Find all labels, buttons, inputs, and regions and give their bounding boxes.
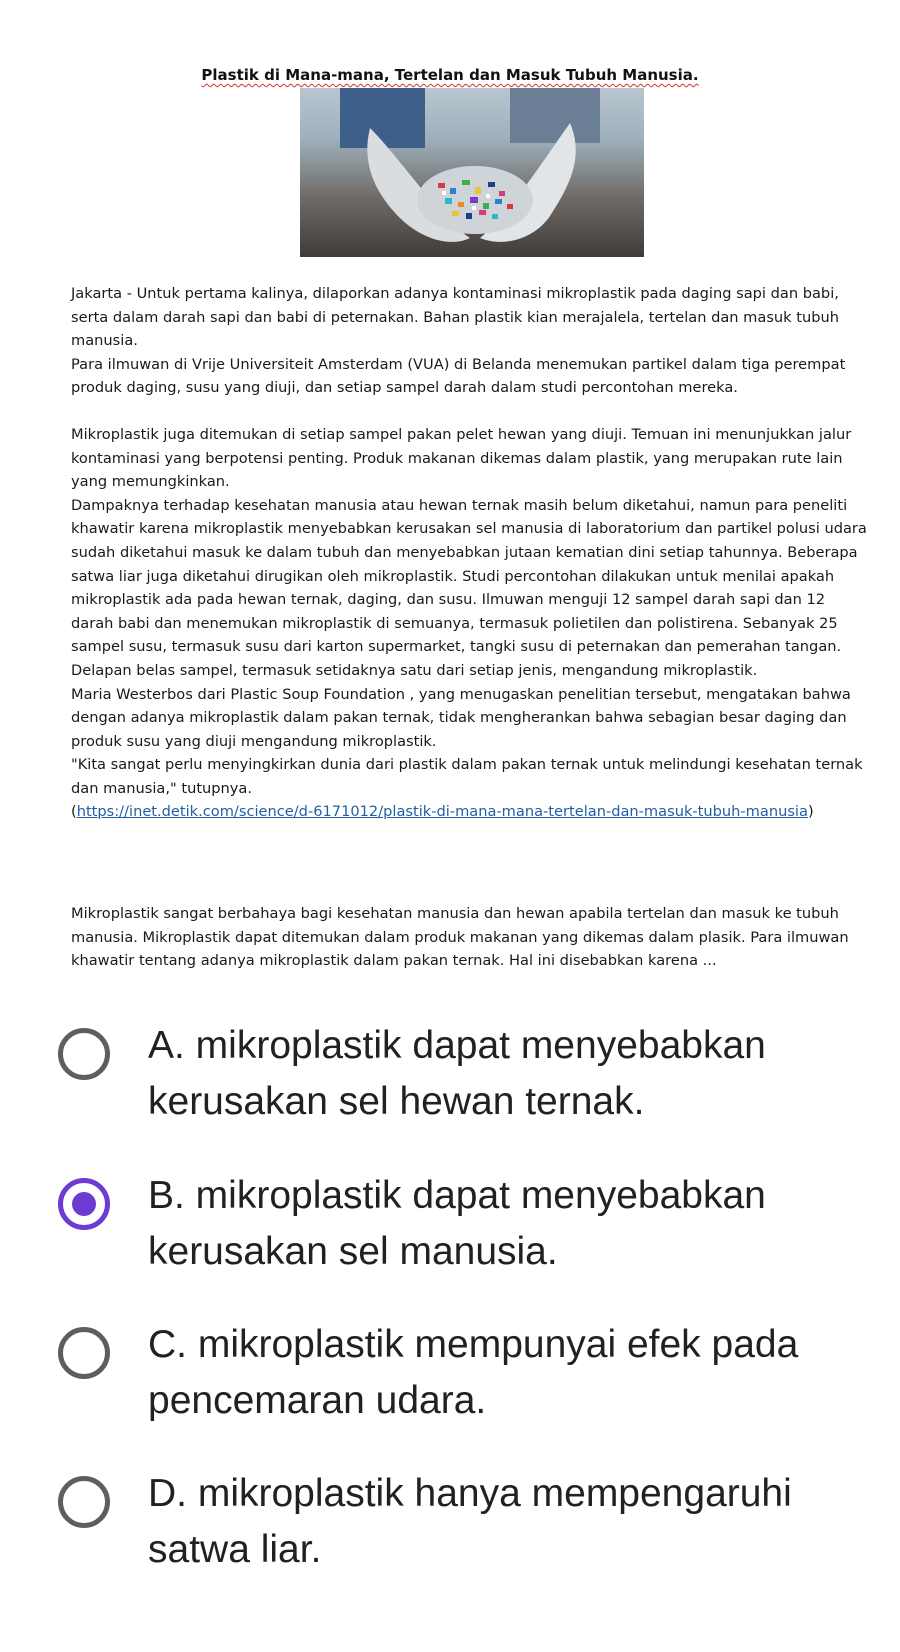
article-paragraph: Dampaknya terhadap kesehatan manusia atau hewan ternak masih belum diketahui, namun para peneliti khawatir karena mikroplastik menyebabkan kerusakan sel manusia di laboratorium dan partikel polusi udara sudah diketahui masuk ke dalam tubuh dan menyebabkan jutaan kematian dini setiap tahunnya. Beberapa satwa liar juga diketahui dirugikan oleh mikroplastik. Studi percontohan dilakukan untuk menilai apakah mikroplastik ada pada hewan ternak, daging, dan susu. Ilmuwan menguji 12 sampel darah sapi dan 12 darah babi dan menemukan mikroplastik di semuanya, termasuk polietilen dan polistirena. Sebanyak 25 sampel susu, termasuk susu dari karton supermarket, tangki susu di peternakan dan pemerahan tangan. Delapan belas sampel, termasuk setidaknya satu dari setiap jenis, mengandung mikroplastik. [71,496,867,679]
hands-microplastic-image [300,88,644,257]
article-paragraph: "Kita sangat perlu menyingkirkan dunia dari plastik dalam pakan ternak untuk melindungi kesehatan ternak dan manusia," tutupnya. [71,756,863,797]
article-title: Plastik di Mana-mana, Tertelan dan Masuk Tubuh Manusia. [201,66,699,84]
source-open-paren: ( [71,803,77,821]
radio-button-d-icon[interactable] [58,1476,110,1528]
option-c-label[interactable]: C. mikroplastik mempunyai efek pada pencemaran udara. [148,1323,799,1422]
source-close-paren: ) [807,803,814,821]
article-photo [300,88,644,257]
option-a-label[interactable]: A. mikroplastik dapat menyebabkan kerusakan sel hewan ternak. [148,1024,766,1123]
article-paragraph: Mikroplastik juga ditemukan di setiap sampel pakan pelet hewan yang diuji. Temuan ini menunjukkan jalur kontaminasi yang berpotensi penting. Produk makanan dikemas dalam plastik, yang merupakan rute lain yang memungkinkan. [71,425,852,491]
article-body [71,282,871,824]
option-d-label[interactable]: D. mikroplastik hanya mempengaruhi satwa liar. [148,1472,792,1571]
article-paragraph: Jakarta - Untuk pertama kalinya, dilaporkan adanya kontaminasi mikroplastik pada daging sapi dan babi, serta dalam darah sapi dan babi di peternakan. Bahan plastik kian merajalela, tertelan dan masuk tubuh manusia. [71,285,840,350]
option-c[interactable] [0,1317,900,1447]
option-a[interactable] [0,1018,900,1148]
article-paragraph: Para ilmuwan di Vrije Universiteit Amsterdam (VUA) di Belanda menemukan partikel dalam tiga perempat produk daging, susu yang diuji, dan setiap sampel darah dalam studi percontohan mereka. [71,355,846,397]
radio-button-b-selected-icon[interactable] [58,1178,110,1230]
option-b[interactable] [0,1168,900,1298]
option-d[interactable] [0,1466,900,1596]
source-link[interactable]: https://inet.detik.com/science/d-6171012/plastik-di-mana-mana-tertelan-dan-masuk-tubuh-manusia [76,803,808,821]
radio-button-a-icon[interactable] [58,1028,110,1080]
article-paragraph: Maria Westerbos dari Plastic Soup Foundation , yang menugaskan penelitian tersebut, mengatakan bahwa dengan adanya mikroplastik dalam pakan ternak, tidak mengherankan bahwa sebagian besar daging dan produk susu yang diuji mengandung mikroplastik. [71,685,851,750]
article-source [71,800,871,824]
radio-button-c-icon[interactable] [58,1327,110,1379]
option-b-label[interactable]: B. mikroplastik dapat menyebabkan kerusakan sel manusia. [148,1174,766,1273]
radio-dot-icon [72,1192,96,1216]
question-text: Mikroplastik sangat berbahaya bagi kesehatan manusia dan hewan apabila tertelan dan masuk ke tubuh manusia. Mikroplastik dapat ditemukan dalam produk makanan yang dikemas dalam plasik. Para ilmuwan khawatir tentang adanya mikroplastik dalam pakan ternak. Hal ini disebabkan karena ... [71,905,849,970]
